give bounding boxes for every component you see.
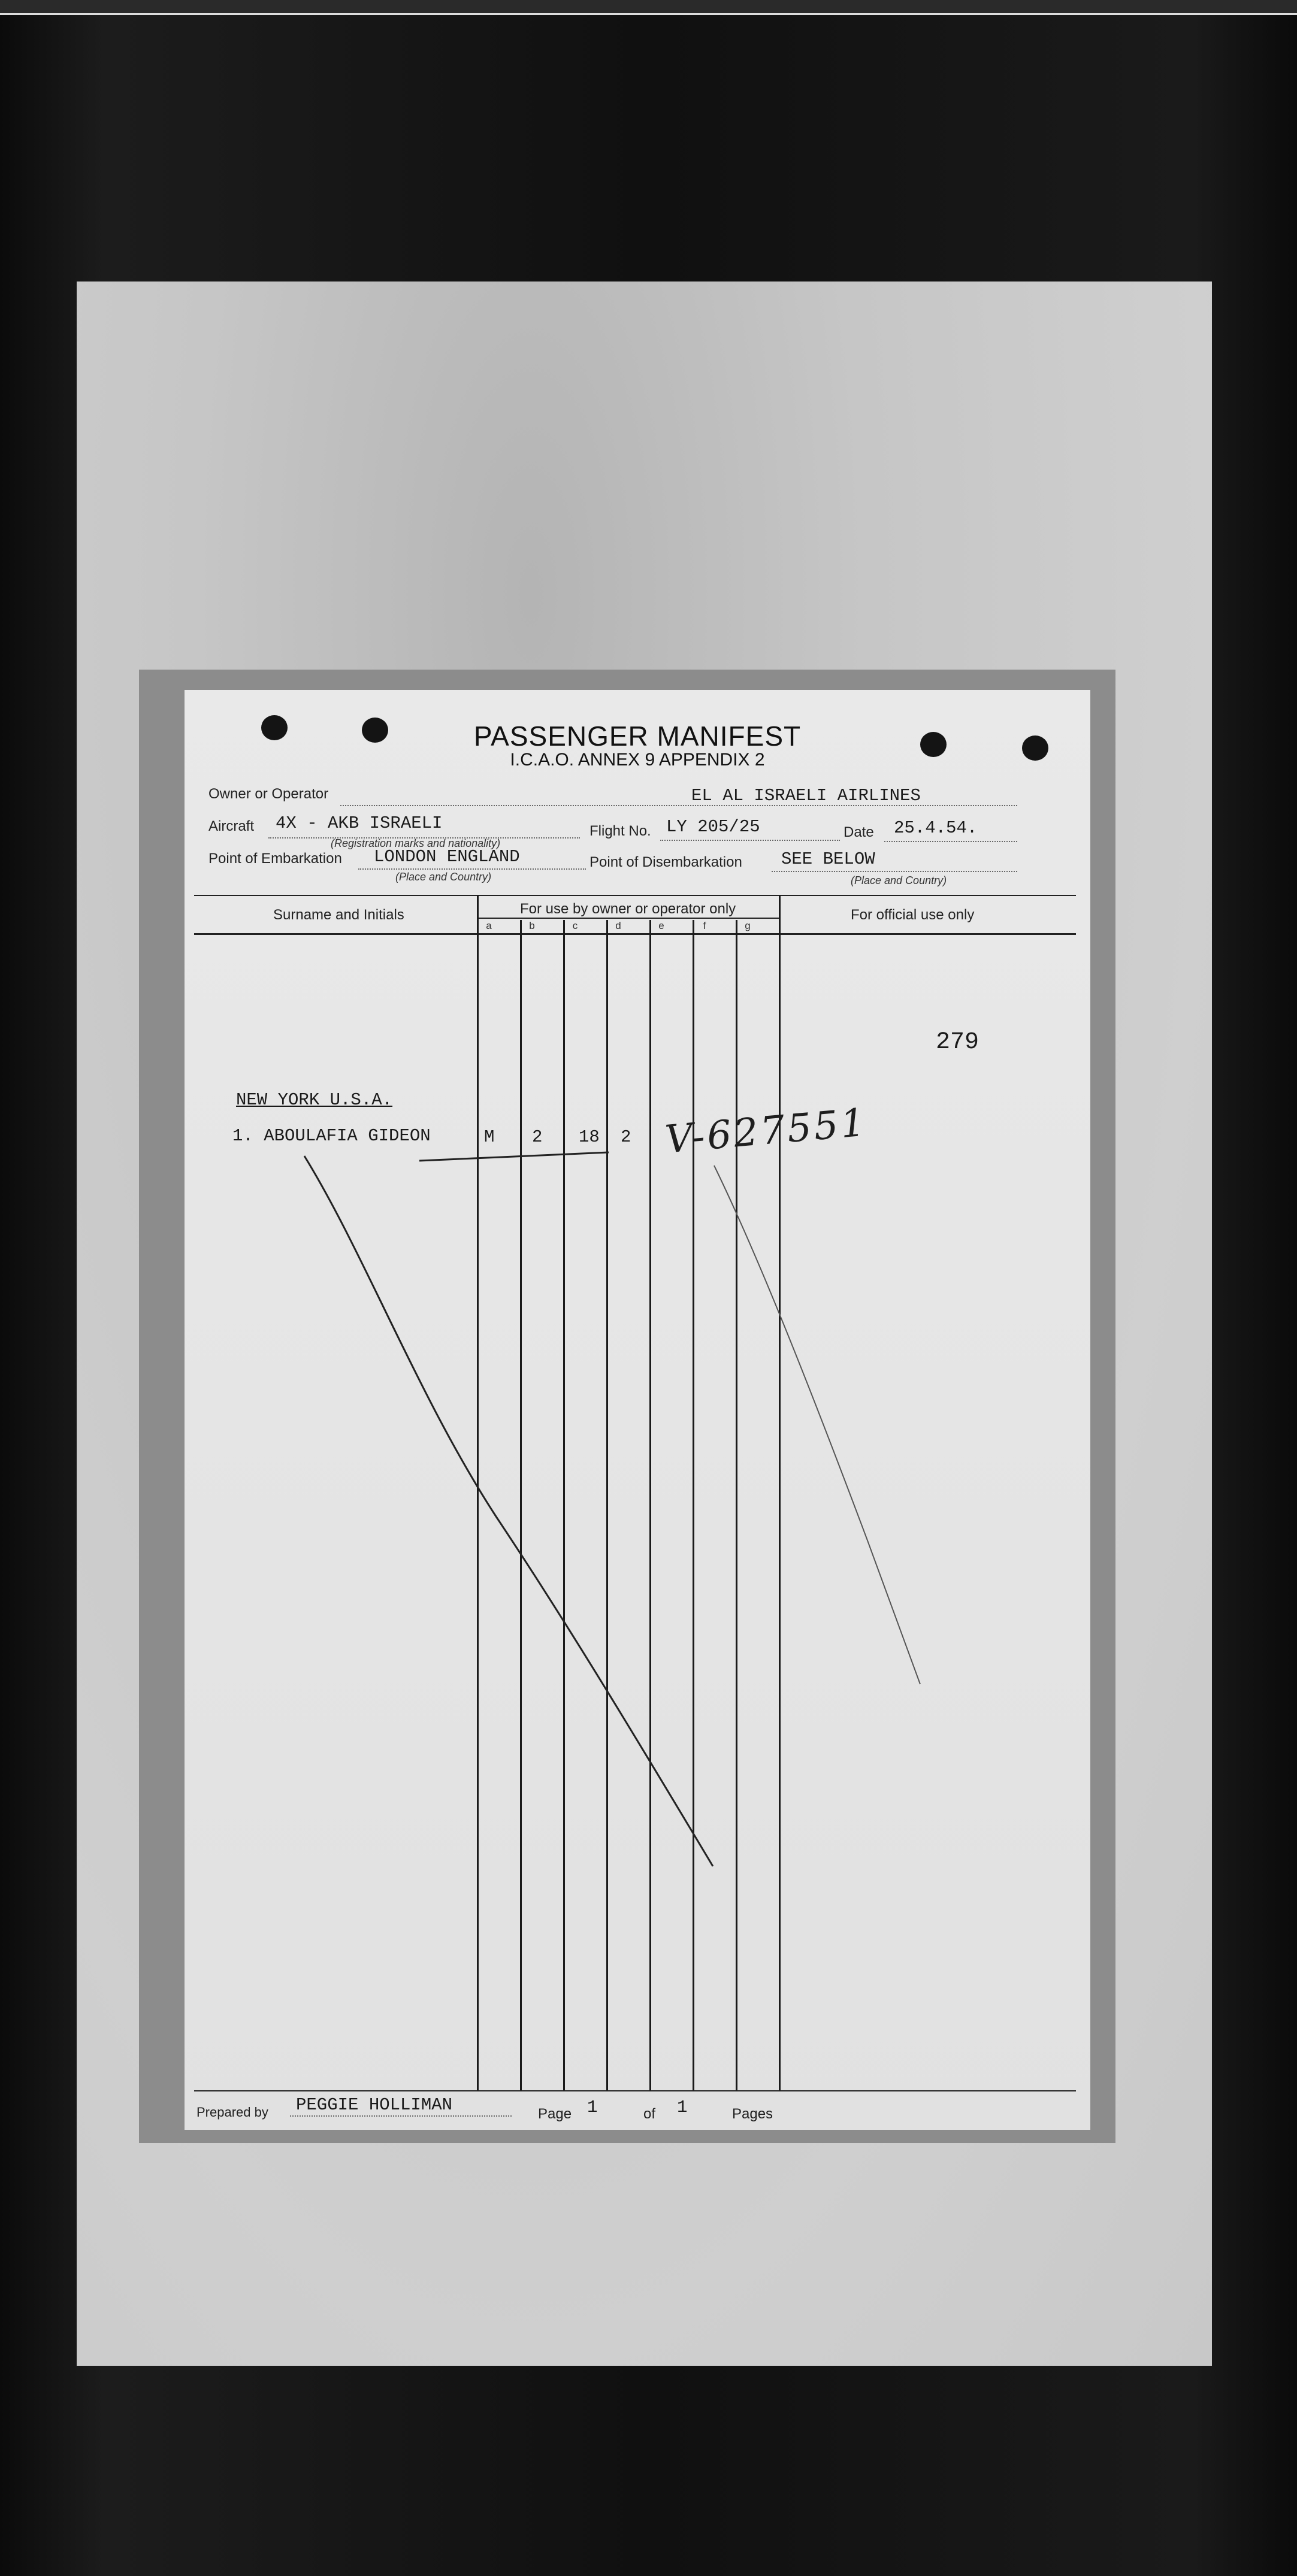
date-label: Date [843,824,874,840]
scan-top-edge [0,0,1297,15]
stamp-number: 279 [936,1029,979,1056]
prepared-by-dotted-line [290,2115,512,2117]
page-label: Page [538,2106,572,2122]
passenger-manifest-form [185,690,1090,2130]
of-label: of [643,2106,656,2122]
embarkation-value: LONDON ENGLAND [374,847,520,867]
form-title: PASSENGER MANIFEST [473,721,802,752]
passenger-entry: 1. ABOULAFIA GIDEON [232,1126,431,1146]
check-line-right [714,1166,920,1684]
footer-rule [194,2090,1076,2091]
check-marks [185,690,1090,2130]
page-number: 1 [587,2097,598,2117]
sub-column-f: f [703,920,706,931]
pages-label: Pages [732,2106,773,2122]
owner-value: EL AL ISRAELI AIRLINES [691,786,921,806]
sub-column-c: c [572,920,578,931]
disembarkation-value: SEE BELOW [781,849,875,869]
page-total: 1 [677,2097,688,2117]
cell-e: 2 [621,1127,631,1147]
cell-sex: M [484,1127,495,1147]
sub-column-e: e [658,920,664,931]
flight-value: LY 205/25 [666,817,760,837]
date-value: 25.4.54. [894,818,978,838]
disembarkation-label: Point of Disembarkation [589,854,742,870]
column-header-official: For official use only [851,907,975,923]
prepared-by-value: PEGGIE HOLLIMAN [296,2095,453,2115]
sub-column-b: b [529,920,535,931]
sub-column-a: a [486,920,492,931]
disembarkation-note: (Place and Country) [851,874,947,886]
owner-label: Owner or Operator [208,786,329,802]
cell-b: 2 [532,1127,543,1147]
sub-column-g: g [745,920,751,931]
form-subtitle: I.C.A.O. ANNEX 9 APPENDIX 2 [510,750,765,770]
prepared-by-label: Prepared by [196,2105,268,2120]
sub-column-d: d [615,920,621,931]
row-strike-line [419,1152,609,1161]
column-header-owner-use: For use by owner or operator only [520,901,736,917]
official-handwritten-number: V-627551 [663,1100,869,1163]
embarkation-label: Point of Embarkation [208,850,342,867]
embarkation-note: (Place and Country) [395,871,492,883]
destination-heading: NEW YORK U.S.A. [236,1090,393,1110]
aircraft-value: 4X - AKB ISRAELI [276,813,443,833]
registration-note: (Registration marks and nationality) [331,837,501,849]
flight-label: Flight No. [589,823,651,839]
cell-d: 18 [579,1127,600,1147]
column-header-surname: Surname and Initials [273,907,404,923]
check-line-left [304,1156,713,1866]
aircraft-label: Aircraft [208,818,255,834]
